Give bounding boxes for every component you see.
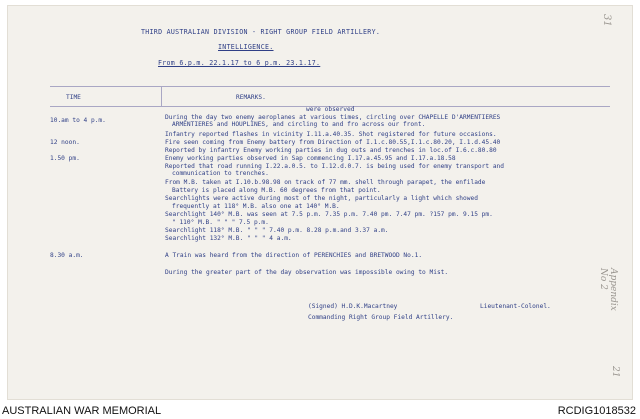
- signature-rank: Lieutenant-Colonel.: [480, 303, 551, 310]
- bottom-page-number: 21: [610, 366, 620, 378]
- remark-line: A Train was heard from the direction of PERENCHIES and BRETWOOD No.1.: [165, 252, 423, 259]
- record-id: RCDIG1018532: [557, 405, 636, 417]
- intelligence-heading: INTELLIGENCE.: [218, 43, 274, 51]
- remarks-column-header: REMARKS.: [236, 94, 266, 101]
- column-divider: [161, 86, 162, 106]
- remark-line: Battery is placed along M.B. 60 degrees from that point.: [172, 187, 381, 194]
- archive-footer: [0, 403, 640, 419]
- remark-line: Infantry reported flashes in vicinity I.11.a.40.35. Shot registered for future occasions.: [165, 131, 497, 138]
- remark-line: Searchlights were active during most of the night, particularly a light which showed: [165, 195, 478, 202]
- remark-line: Searchlight 140° M.B. was seen at 7.5 p.m. 7.35 p.m. 7.40 pm. 7.47 pm. ?157 pm. 9.15 pm.: [165, 211, 493, 218]
- signature-title: Commanding Right Group Field Artillery.: [308, 314, 454, 321]
- document-page: [8, 6, 632, 399]
- division-heading: THIRD AUSTRALIAN DIVISION - RIGHT GROUP FIELD ARTILLERY.: [141, 28, 381, 36]
- row-time: 10.am to 4 p.m.: [50, 117, 106, 124]
- remark-line: " 110° M.B. " " " 7.5 p.m.: [172, 219, 269, 226]
- remark-line: From M.B. taken at I.10.b.98.98 on track of 77 mm. shell through parapet, the enfilade: [165, 179, 486, 186]
- remark-line: Searchlight 132° M.B. " " " 4 a.m.: [165, 235, 292, 242]
- page-number-annotation: 31: [601, 14, 612, 27]
- remark-line: Searchlight 118° M.B. " " " 7.40 p.m. 8.28 p.m.and 3.37 a.m.: [165, 227, 389, 234]
- table-top-rule: [50, 86, 610, 87]
- remark-line: Reported by infantry Enemy working parties in dug outs and trenches in loc.of I.6.c.80.80: [165, 147, 497, 154]
- row-time: 8.30 a.m.: [50, 252, 84, 259]
- remark-line: ARMENTIERES and HOUPLINES, and circling to and fro across our front.: [172, 121, 426, 128]
- time-column-header: TIME: [66, 94, 81, 101]
- remark-line: Reported that road running I.22.a.0.5. to I.12.d.0.7. is being used for enemy transport and: [165, 163, 504, 170]
- remark-line: During the greater part of the day observation was impossible owing to Mist.: [165, 269, 449, 276]
- remark-line: During the day two enemy aeroplanes at various times, circling over CHAPELLE D'ARMENTIERES: [165, 114, 501, 121]
- archive-name: AUSTRALIAN WAR MEMORIAL: [2, 405, 162, 417]
- remark-line: Enemy working parties observed in Sap commencing I.17.a.45.95 and I.17.a.18.58: [165, 155, 456, 162]
- appendix-annotation: Appendix No 2: [598, 268, 618, 311]
- remark-line: communication to trenches.: [172, 170, 269, 177]
- remark-line: Fire seen coming from Enemy battery from Direction of I.1.c.80.55,I.1.c.80.20, I.1.d.45.40: [165, 139, 501, 146]
- signature-name: (Signed) H.D.K.Macartney: [308, 303, 398, 310]
- remark-line: frequently at 118° M.B. also one at 140° M.B.: [172, 203, 340, 210]
- remark-insertion: were observed: [306, 106, 355, 113]
- row-time: 1.50 pm.: [50, 155, 80, 162]
- period-heading: From 6.p.m. 22.1.17 to 6 p.m. 23.1.17.: [158, 59, 321, 67]
- row-time: 12 noon.: [50, 139, 80, 146]
